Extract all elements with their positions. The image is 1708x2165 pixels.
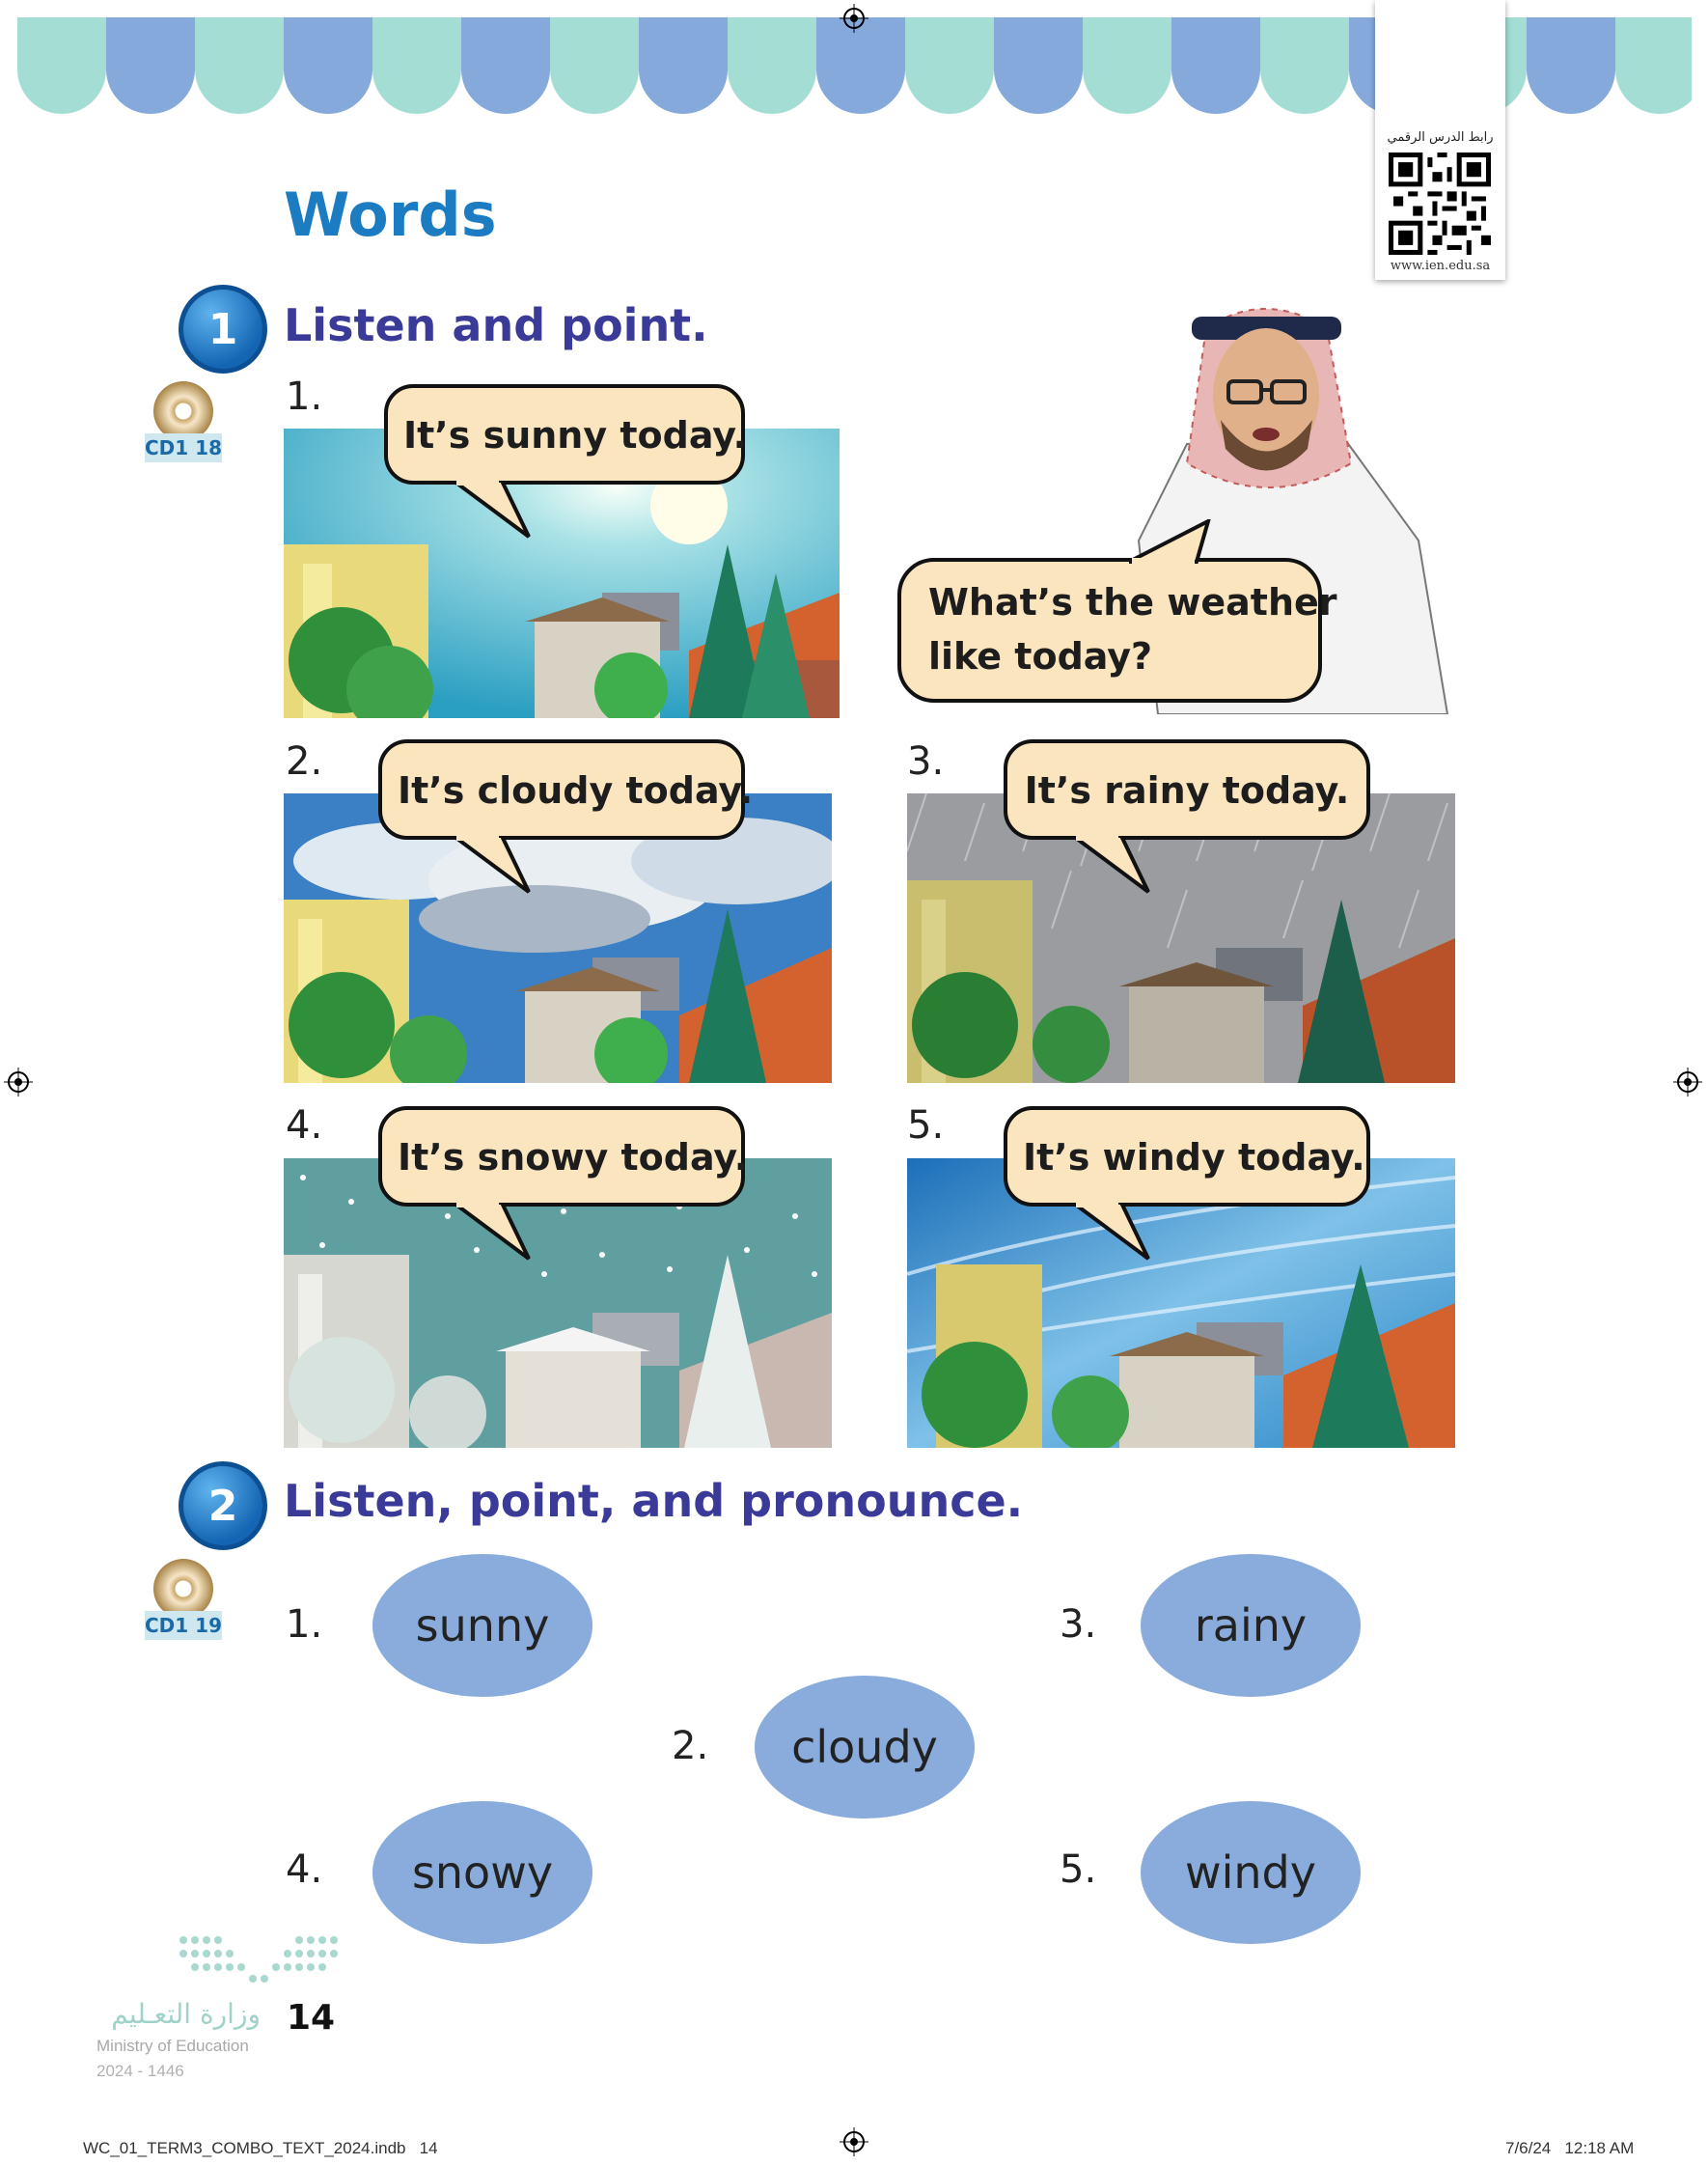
- page-number: 14: [287, 1998, 336, 2038]
- panel-number: 5.: [907, 1103, 945, 1148]
- qr-code-card[interactable]: [1375, 0, 1505, 280]
- bubble-tail-icon: [1073, 1203, 1150, 1261]
- footer-date: 7/6/24 12:18 AM: [1505, 2139, 1635, 2157]
- footer-filename: WC_01_TERM3_COMBO_TEXT_2024.indb 14: [83, 2139, 438, 2157]
- word-oval-cloudy[interactable]: cloudy: [755, 1676, 975, 1818]
- word-number: 1.: [286, 1602, 323, 1647]
- qr-code-icon[interactable]: [1389, 153, 1491, 255]
- word-number: 4.: [286, 1847, 323, 1892]
- speech-bubble-windy: It’s windy today.: [1004, 1106, 1370, 1207]
- qr-label: رابط الدرس الرقمي: [1387, 130, 1494, 145]
- word-number: 5.: [1060, 1847, 1097, 1892]
- word-oval-rainy[interactable]: rainy: [1141, 1554, 1361, 1697]
- bubble-tail-icon: [454, 1203, 531, 1261]
- speech-bubble-sunny: It’s sunny today.: [384, 384, 745, 485]
- bubble-tail-icon: [454, 836, 531, 894]
- page-title: Words: [284, 180, 497, 250]
- ministry-years: 2024 - 1446: [96, 2062, 184, 2080]
- cd-label: CD1 19: [145, 1611, 222, 1640]
- word-oval-windy[interactable]: windy: [1141, 1801, 1361, 1944]
- word-oval-snowy[interactable]: snowy: [372, 1801, 592, 1944]
- panel-number: 1.: [286, 375, 323, 419]
- bubble-tail-icon: [1073, 836, 1150, 894]
- panel-number: 4.: [286, 1103, 323, 1148]
- cd-icon[interactable]: [153, 1559, 213, 1619]
- ministry-arabic-name: وزارة التعـليم: [111, 1998, 261, 2030]
- registration-mark-icon: [4, 1068, 33, 1096]
- speech-bubble-rainy: It’s rainy today.: [1004, 739, 1370, 840]
- panel-number: 3.: [907, 739, 945, 784]
- speech-bubble-snowy: It’s snowy today.: [378, 1106, 745, 1207]
- word-number: 3.: [1060, 1602, 1097, 1647]
- cd-icon[interactable]: [153, 381, 213, 441]
- teacher-bubble-line-2: like today?: [928, 635, 1153, 678]
- ministry-logo-icon: [174, 1930, 347, 1986]
- cd-label: CD1 18: [145, 433, 222, 462]
- registration-mark-icon: [1673, 1068, 1702, 1096]
- bubble-tail-icon: [454, 481, 531, 539]
- qr-url[interactable]: www.ien.edu.sa: [1390, 259, 1491, 273]
- teacher-bubble-line-1: What’s the weather: [928, 581, 1337, 624]
- word-number: 2.: [672, 1724, 709, 1768]
- section-2-number-badge: 2: [179, 1461, 267, 1550]
- panel-number: 2.: [286, 739, 323, 784]
- section-2-heading: Listen, point, and pronounce.: [284, 1475, 1024, 1527]
- audio-cd-19[interactable]: [145, 1559, 222, 1640]
- registration-mark-icon: [840, 4, 868, 33]
- registration-mark-icon: [840, 2127, 868, 2156]
- audio-cd-18[interactable]: [145, 381, 222, 462]
- ministry-english-name: Ministry of Education: [96, 2037, 249, 2055]
- teacher-speech-bubble: [897, 558, 1337, 703]
- section-1-number-badge: 1: [179, 285, 267, 374]
- bubble-tail-icon: [1129, 519, 1216, 564]
- section-1-heading: Listen and point.: [284, 299, 708, 351]
- word-oval-sunny[interactable]: sunny: [372, 1554, 592, 1697]
- speech-bubble-cloudy: It’s cloudy today.: [378, 739, 745, 840]
